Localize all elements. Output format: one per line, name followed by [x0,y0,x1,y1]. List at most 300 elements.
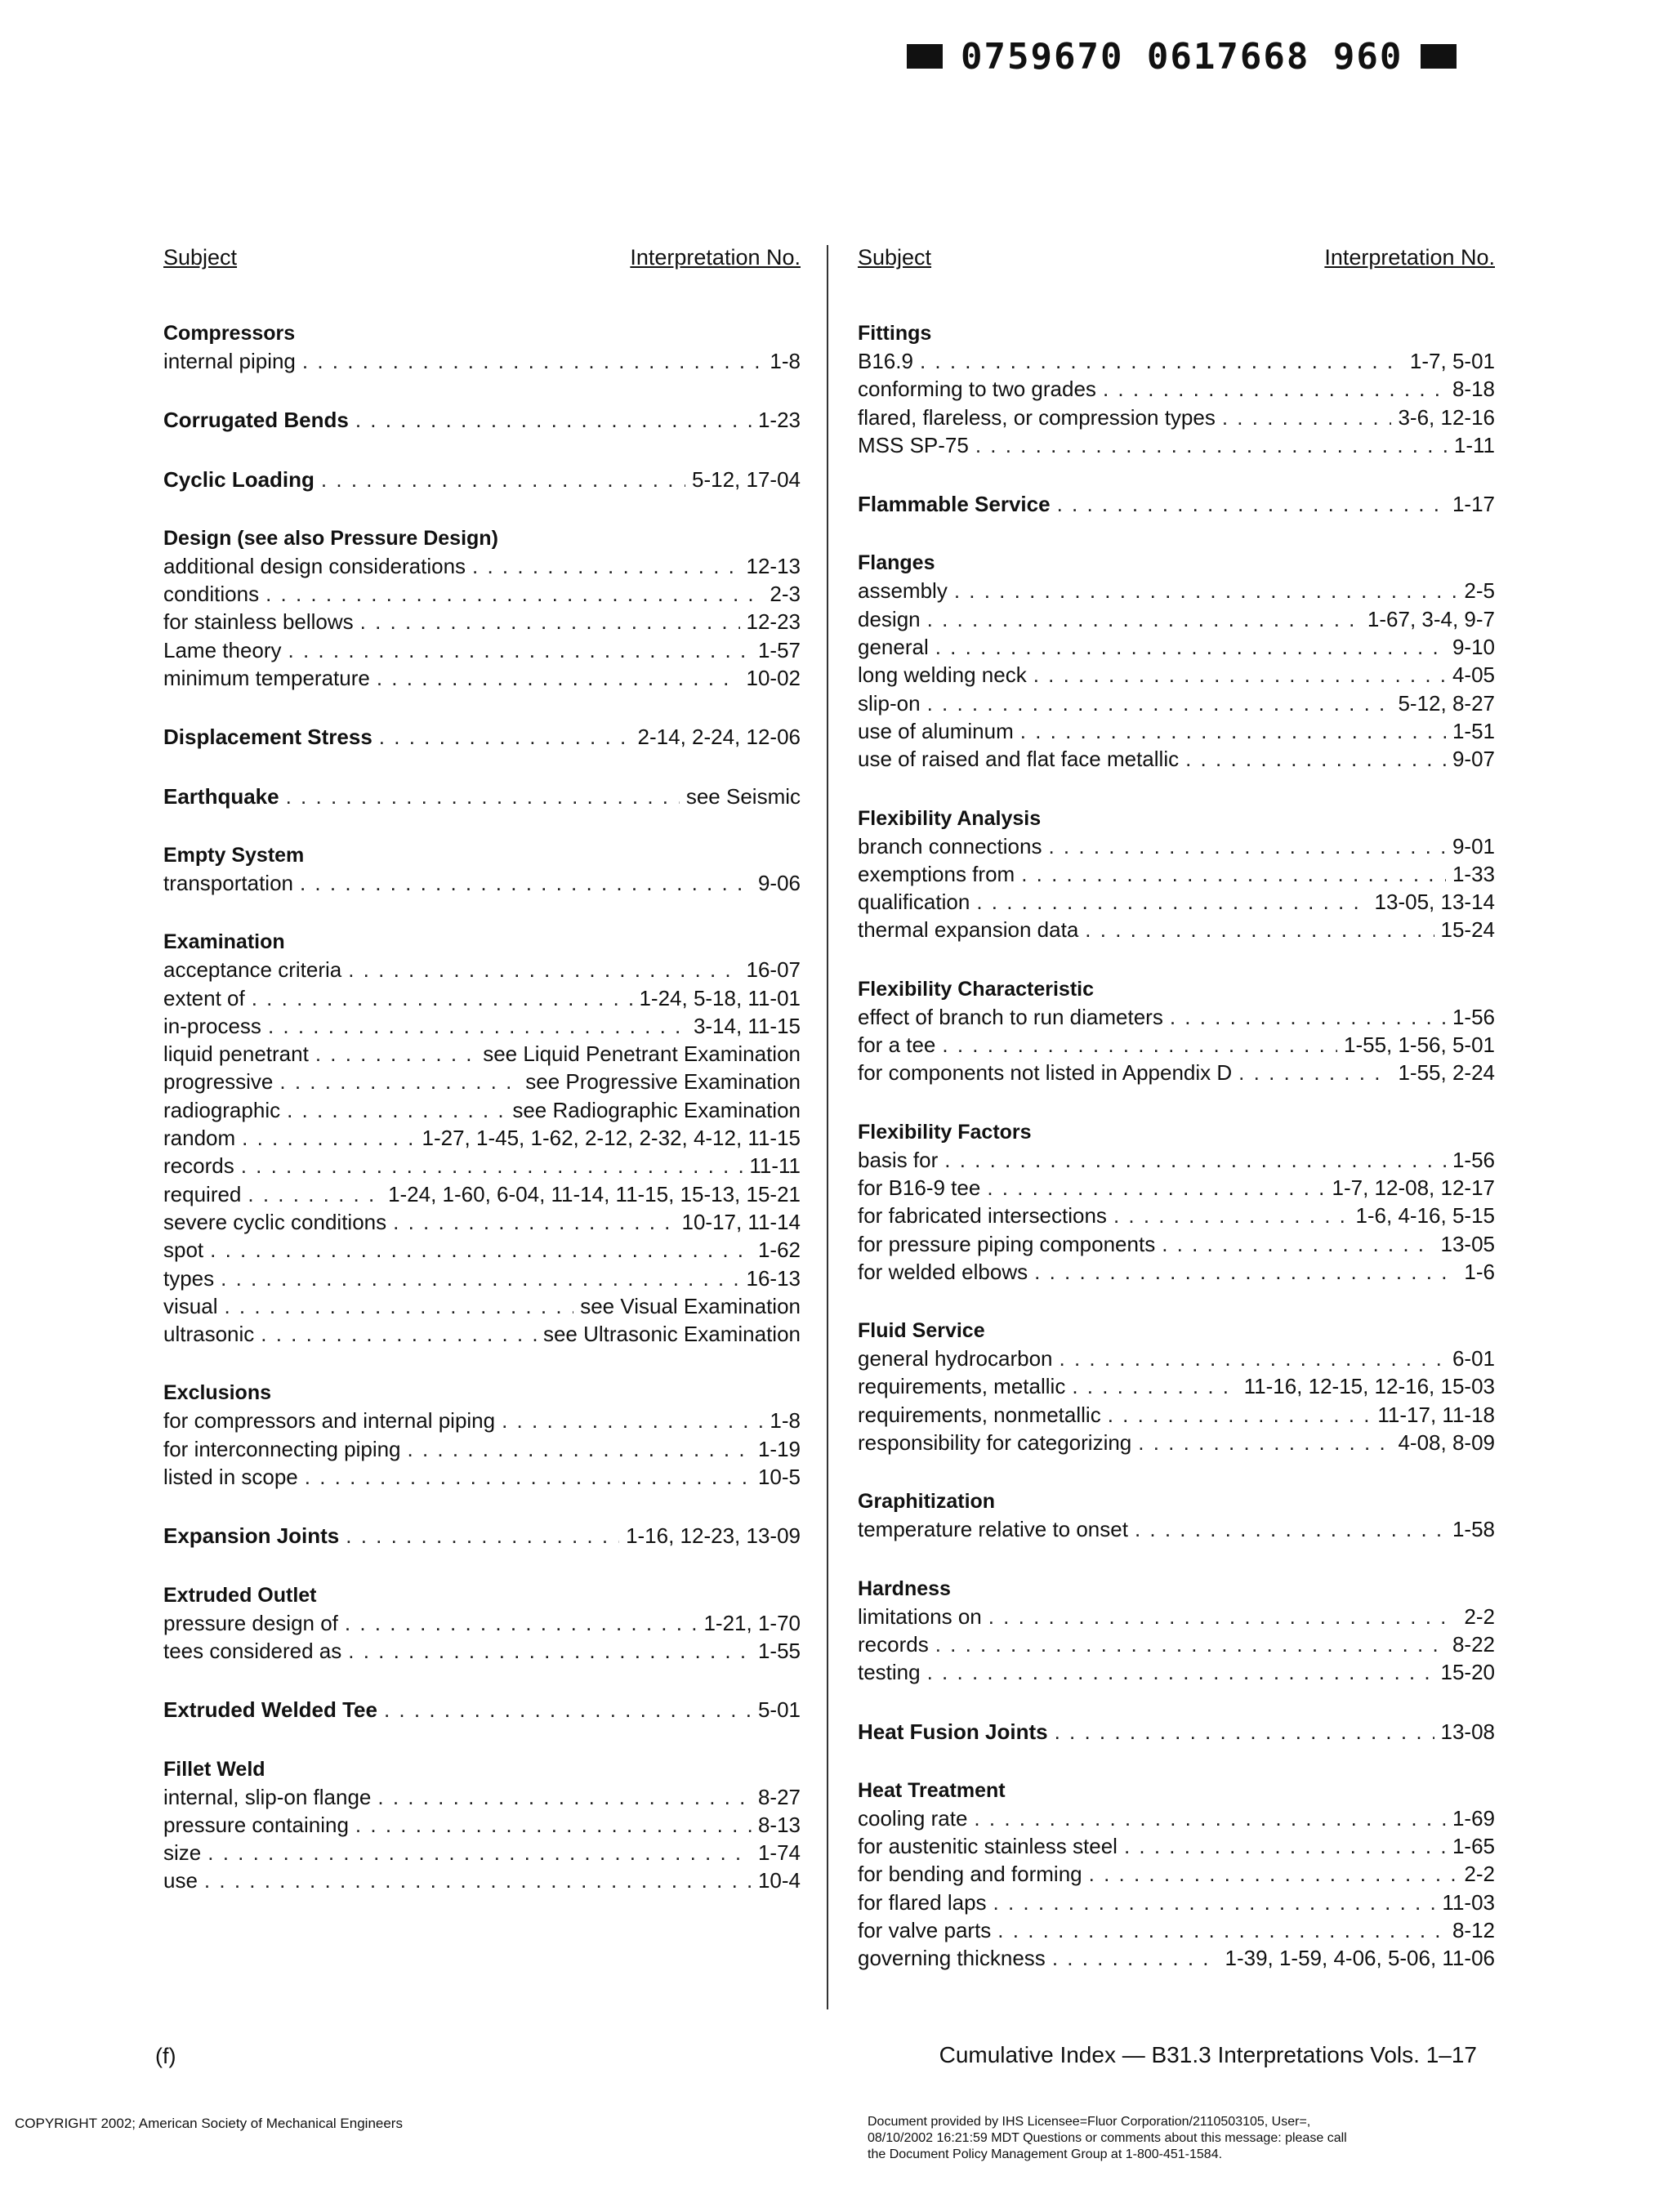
entry-interpretation-number: 1-74 [757,1840,801,1866]
provided-line: Document provided by IHS Licensee=Fluor Corporation/2110503105, User=, [868,2115,1311,2129]
dot-leader [935,633,1446,661]
dot-leader [1021,860,1446,888]
section-title: Design (see also Pressure Design) [163,526,498,550]
index-entry [858,717,1495,745]
dot-leader [927,605,1361,633]
entry-interpretation-number: 11-16, 12-15, 12-16, 15-03 [1243,1374,1495,1399]
section-title: Empty System [163,843,305,867]
section-title: Heat Treatment [858,1778,1006,1802]
entry-interpretation-number: see Ultrasonic Examination [542,1322,801,1347]
entry-interpretation-number: 1-24, 1-60, 6-04, 11-14, 11-15, 15-13, 15-21 [388,1181,801,1206]
index-section [163,1522,801,1550]
entry-interpretation-number: 13-05, 13-14 [1374,890,1495,915]
entry-subject: design [858,606,921,631]
entry-subject: effect of branch to run diameters [858,1004,1163,1029]
entry-subject: additional design considerations [163,553,466,578]
entry-subject: types [163,1265,215,1291]
index-entry [858,1860,1495,1888]
entry-interpretation-number: 2-14, 2-24, 12-06 [637,725,801,750]
entry-subject: B16.9 [858,349,913,373]
index-entry [858,1031,1495,1059]
index-entry [163,347,801,375]
barcode-text: 0759670 0617668 960 [961,35,1403,78]
index-entry [858,1718,1495,1746]
entry-interpretation-number: 11-03 [1442,1889,1495,1915]
entry-subject: general hydrocarbon [858,1346,1053,1371]
subject-heading: Subject [163,245,238,270]
entry-subject: assembly [858,578,948,604]
dot-leader [1162,1230,1434,1258]
entry-interpretation-number: see Visual Examination [580,1293,801,1318]
entry-subject: requirements, nonmetallic [858,1402,1101,1427]
index-section [163,466,801,493]
dot-leader [987,1174,1325,1202]
copyright-notice: COPYRIGHT 2002; American Society of Mechanical Engineers [15,2116,403,2131]
entry-interpretation-number: 3-14, 11-15 [693,1013,801,1038]
entry-interpretation-number: 1-55, 2-24 [1398,1060,1495,1086]
entry-subject: conforming to two grades [858,377,1096,402]
index-entry [163,783,801,810]
entry-subject: long welding neck [858,662,1027,688]
dot-leader [1020,717,1446,745]
entry-subject: liquid penetrant [163,1041,309,1067]
dot-leader [1060,1345,1446,1372]
index-section [163,928,801,1348]
dot-leader [942,1031,1337,1059]
index-entry [163,608,801,636]
entry-subject: limitations on [858,1603,982,1629]
entry-subject: ultrasonic [163,1322,255,1347]
section-title: Flexibility Analysis [858,806,1042,830]
entry-subject: flared, flareless, or compression types [858,404,1216,430]
section-title: Examination [163,930,285,954]
index-entry [163,1811,801,1839]
entry-interpretation-number: 10-4 [757,1868,801,1893]
entry-interpretation-number: 9-01 [1452,833,1495,858]
entry-interpretation-number: 8-13 [757,1812,801,1837]
index-entry [163,723,801,751]
entry-subject: for valve parts [858,1917,992,1942]
index-entry [858,375,1495,403]
entry-interpretation-number: 1-67, 3-4, 9-7 [1367,606,1495,631]
entry-interpretation-number: 15-20 [1440,1660,1495,1685]
dot-leader [1135,1515,1446,1543]
index-entry [163,1696,801,1724]
index-section [858,975,1495,1087]
index-entry [163,1463,801,1491]
dot-leader [345,1609,698,1637]
entry-subject: use of raised and flat face metallic [858,747,1180,772]
dot-leader [944,1146,1446,1174]
index-entry [163,1152,801,1180]
entry-interpretation-number: 2-2 [1464,1603,1495,1629]
dot-leader [348,956,739,983]
dot-leader [252,984,633,1012]
index-entry [858,490,1495,518]
interpretation-heading: Interpretation No. [630,245,801,270]
entry-subject: visual [163,1293,218,1318]
entry-interpretation-number: 1-33 [1452,861,1495,886]
entry-interpretation-number: 12-13 [746,553,801,578]
entry-subject: listed in scope [163,1465,298,1490]
entry-interpretation-number: 11-17, 11-18 [1377,1402,1495,1427]
dot-leader [1034,1258,1457,1286]
dot-leader [346,1522,619,1550]
index-section [163,1379,801,1491]
section-title: Flexibility Characteristic [858,977,1095,1001]
index-entry [858,633,1495,661]
entry-subject: use of aluminum [858,718,1014,743]
index-entry [858,832,1495,860]
dot-leader [1048,832,1445,860]
entry-interpretation-number: 1-55, 1-56, 5-01 [1343,1032,1495,1058]
entry-subject: thermal expansion data [858,917,1079,943]
entry-subject: for components not listed in Appendix D [858,1060,1233,1086]
entry-subject: random [163,1126,236,1151]
entry-interpretation-number: 1-56 [1452,1004,1495,1029]
entry-interpretation-number: 6-01 [1452,1346,1495,1371]
entry-subject: pressure containing [163,1812,349,1837]
entry-subject: records [163,1153,234,1179]
entry-interpretation-number: 1-8 [770,349,801,373]
index-entry [858,1515,1495,1543]
right-column-header [858,245,1495,270]
dot-leader [210,1236,752,1264]
right-column [858,245,1495,2004]
dot-leader [408,1435,752,1463]
entry-subject: tees considered as [163,1638,342,1663]
index-entry [163,1783,801,1811]
entry-subject: acceptance criteria [163,957,342,983]
index-section [858,319,1495,459]
entry-interpretation-number: 13-05 [1440,1231,1495,1256]
entry-interpretation-number: 5-12, 17-04 [692,466,801,492]
dot-leader [302,347,764,375]
entry-interpretation-number: 1-6, 4-16, 5-15 [1355,1203,1495,1229]
index-entry [858,1630,1495,1658]
entry-interpretation-number: 1-65 [1452,1834,1495,1859]
entry-interpretation-number: 12-23 [746,609,801,635]
entry-interpretation-number: 1-24, 5-18, 11-01 [639,985,801,1010]
entry-subject: qualification [858,890,970,915]
index-entry [858,860,1495,888]
entry-subject: Flammable Service [858,492,1051,517]
entry-interpretation-number: 16-13 [746,1265,801,1291]
index-section [858,1487,1495,1543]
left-column [163,245,801,1926]
index-entry [163,552,801,580]
section-title: Flanges [858,551,935,575]
entry-interpretation-number: 8-27 [757,1784,801,1809]
entry-interpretation-number: 3-6, 12-16 [1398,404,1495,430]
index-entry [163,869,801,897]
dot-leader [261,1320,537,1348]
index-entry [163,1637,801,1665]
dot-leader [975,431,1448,459]
barcode-block-left [907,44,943,69]
entry-subject: Lame theory [163,637,282,662]
entry-subject: severe cyclic conditions [163,1209,387,1234]
entry-interpretation-number: 1-16, 12-23, 13-09 [626,1523,801,1549]
index-entry [163,1320,801,1348]
dot-leader [1108,1401,1372,1429]
barcode-header [907,36,1457,77]
index-section [858,805,1495,944]
dot-leader [1033,661,1446,689]
index-section [163,783,801,810]
index-section [858,1718,1495,1746]
index-entry [858,661,1495,689]
dot-leader [300,869,752,897]
section-title: Fluid Service [858,1319,985,1343]
entry-interpretation-number: see Seismic [685,783,801,809]
entry-subject: in-process [163,1013,261,1038]
section-title: Compressors [163,322,296,345]
entry-interpretation-number: 1-27, 1-45, 1-62, 2-12, 2-32, 4-12, 11-15 [422,1126,801,1151]
index-entry [163,664,801,692]
index-entry [163,1264,801,1292]
index-entry [163,1435,801,1463]
dot-leader [927,1658,1434,1686]
entry-interpretation-number: 1-6 [1464,1259,1495,1284]
entry-subject: requirements, metallic [858,1374,1066,1399]
entry-subject: for interconnecting piping [163,1436,401,1461]
index-section [163,1696,801,1724]
entry-subject: Cyclic Loading [163,466,315,492]
entry-interpretation-number: 1-21, 1-70 [703,1610,801,1635]
right-sections [858,319,1495,1973]
index-section [858,1118,1495,1286]
entry-interpretation-number: 2-5 [1464,578,1495,604]
dot-leader [379,723,631,751]
index-entry [163,1839,801,1866]
entry-subject: for compressors and internal piping [163,1408,496,1434]
dot-leader [1138,1429,1391,1456]
dot-leader [935,1630,1446,1658]
dot-leader [355,1811,752,1839]
entry-subject: Displacement Stress [163,725,373,750]
index-entry [163,1522,801,1550]
entry-subject: governing thickness [858,1946,1046,1971]
index-entry [858,745,1495,773]
dot-leader [355,406,752,434]
entry-subject: temperature relative to onset [858,1517,1128,1542]
entry-subject: spot [163,1238,204,1263]
index-entry [163,406,801,434]
entry-interpretation-number: 8-18 [1452,377,1495,402]
entry-interpretation-number: 1-55 [757,1638,801,1663]
dot-leader [974,1804,1446,1832]
index-entry [163,1407,801,1434]
dot-leader [1124,1832,1446,1860]
index-entry [858,1230,1495,1258]
entry-interpretation-number: 8-22 [1452,1631,1495,1657]
dot-leader [204,1866,752,1894]
entry-subject: MSS SP-75 [858,432,969,457]
section-title: Exclusions [163,1381,271,1405]
index-entry [163,1012,801,1040]
dot-leader [242,1124,415,1152]
dot-leader [1055,1718,1434,1746]
entry-interpretation-number: 10-02 [746,666,801,691]
dot-leader [472,552,739,580]
index-entry [163,1866,801,1894]
entry-interpretation-number: 1-19 [757,1436,801,1461]
dot-leader [321,466,685,493]
dot-leader [348,1637,752,1665]
interpretation-heading: Interpretation No. [1324,245,1495,270]
index-section [858,1777,1495,1973]
entry-interpretation-number: 10-5 [757,1465,801,1490]
dot-leader [927,689,1392,717]
entry-subject: Heat Fusion Joints [858,1719,1048,1744]
index-entry [858,1832,1495,1860]
index-entry [163,984,801,1012]
entry-interpretation-number: 1-69 [1452,1805,1495,1831]
entry-interpretation-number: 1-58 [1452,1517,1495,1542]
index-entry [163,466,801,493]
dot-leader [360,608,740,636]
dot-leader [997,1916,1446,1944]
entry-interpretation-number: 5-01 [757,1697,801,1723]
entry-interpretation-number: 10-17, 11-14 [681,1209,801,1234]
dot-leader [1103,375,1446,403]
index-entry [163,1068,801,1095]
entry-interpretation-number: 9-06 [757,870,801,895]
index-entry [163,580,801,608]
entry-subject: extent of [163,985,245,1010]
index-section [163,1581,801,1666]
index-section [163,406,801,434]
dot-leader [993,1889,1436,1916]
dot-leader [954,577,1458,604]
entry-interpretation-number: 9-07 [1452,747,1495,772]
index-entry [858,1202,1495,1229]
dot-leader [224,1292,573,1320]
dot-leader [377,664,740,692]
left-sections [163,319,801,1895]
index-entry [858,1804,1495,1832]
dot-leader [1170,1003,1446,1031]
index-entry [858,1345,1495,1372]
entry-interpretation-number: 5-12, 8-27 [1398,690,1495,716]
entry-interpretation-number: 4-05 [1452,662,1495,688]
index-entry [858,1146,1495,1174]
dot-leader [265,580,763,608]
dot-leader [241,1152,743,1180]
index-section [163,319,801,375]
index-entry [858,1603,1495,1630]
entry-interpretation-number: 2-2 [1464,1862,1495,1887]
entry-subject: minimum temperature [163,666,370,691]
entry-subject: responsibility for categorizing [858,1430,1132,1456]
index-entry [163,1292,801,1320]
entry-subject: use [163,1868,198,1893]
entry-interpretation-number: 16-07 [746,957,801,983]
index-title: Cumulative Index — B31.3 Interpretations Vols. 1–17 [939,2042,1477,2067]
dot-leader [1185,745,1446,773]
section-title: Hardness [858,1576,951,1600]
entry-subject: records [858,1631,929,1657]
left-column-header [163,245,801,270]
entry-interpretation-number: 1-8 [770,1408,801,1434]
index-entry [163,1040,801,1068]
entry-interpretation-number: 1-7, 5-01 [1409,349,1495,373]
index-entry [163,1124,801,1152]
page-marker: (f) [155,2044,176,2068]
index-entry [858,1059,1495,1086]
dot-leader [1113,1202,1350,1229]
entry-subject: transportation [163,870,293,895]
entry-interpretation-number: 1-23 [757,408,801,433]
section-title: Graphitization [858,1490,996,1514]
index-entry [858,1916,1495,1944]
document-provided-notice [868,2114,1439,2163]
dot-leader [268,1012,687,1040]
entry-subject: general [858,635,929,660]
entry-subject: Earthquake [163,783,279,809]
index-entry [163,636,801,664]
index-entry [858,1174,1495,1202]
entry-subject: exemptions from [858,861,1015,886]
index-entry [858,1944,1495,1972]
index-section [163,723,801,751]
entry-interpretation-number: 9-10 [1452,635,1495,660]
entry-interpretation-number: 13-08 [1440,1719,1495,1744]
entry-subject: for welded elbows [858,1259,1028,1284]
dot-leader [1072,1372,1237,1400]
dot-leader [1057,490,1446,518]
provided-line: 08/10/2002 16:21:59 MDT Questions or comments about this message: please call [868,2131,1347,2145]
entry-interpretation-number: 2-3 [770,582,801,607]
index-entry [858,605,1495,633]
index-section [858,1575,1495,1687]
entry-interpretation-number: 4-08, 8-09 [1398,1430,1495,1456]
entry-subject: progressive [163,1069,274,1095]
index-entry [858,689,1495,717]
entry-interpretation-number: see Radiographic Examination [512,1097,801,1122]
index-entry [858,404,1495,431]
index-entry [163,1236,801,1264]
index-section [858,549,1495,773]
entry-interpretation-number: 1-56 [1452,1147,1495,1172]
entry-interpretation-number: see Progressive Examination [525,1069,801,1095]
dot-leader [315,1040,476,1068]
provided-line: the Document Policy Management Group at 1-800-451-1584. [868,2147,1223,2161]
entry-subject: basis for [858,1147,939,1172]
dot-leader [976,888,1367,916]
index-entry [858,1658,1495,1686]
entry-interpretation-number: 1-17 [1452,492,1495,517]
index-entry [858,1889,1495,1916]
dot-leader [207,1839,752,1866]
entry-subject: branch connections [858,833,1042,858]
entry-subject: slip-on [858,690,921,716]
dot-leader [377,1783,752,1811]
index-entry [163,1609,801,1637]
entry-subject: for fabricated intersections [858,1203,1107,1229]
entry-interpretation-number: 1-57 [757,637,801,662]
entry-subject: for flared laps [858,1889,987,1915]
dot-leader [1222,404,1392,431]
index-section [163,1755,801,1895]
dot-leader [920,347,1403,375]
entry-subject: Extruded Welded Tee [163,1697,377,1723]
dot-leader [384,1696,752,1724]
entry-subject: Expansion Joints [163,1523,340,1549]
dot-leader [248,1180,381,1208]
entry-subject: internal, slip-on flange [163,1784,372,1809]
